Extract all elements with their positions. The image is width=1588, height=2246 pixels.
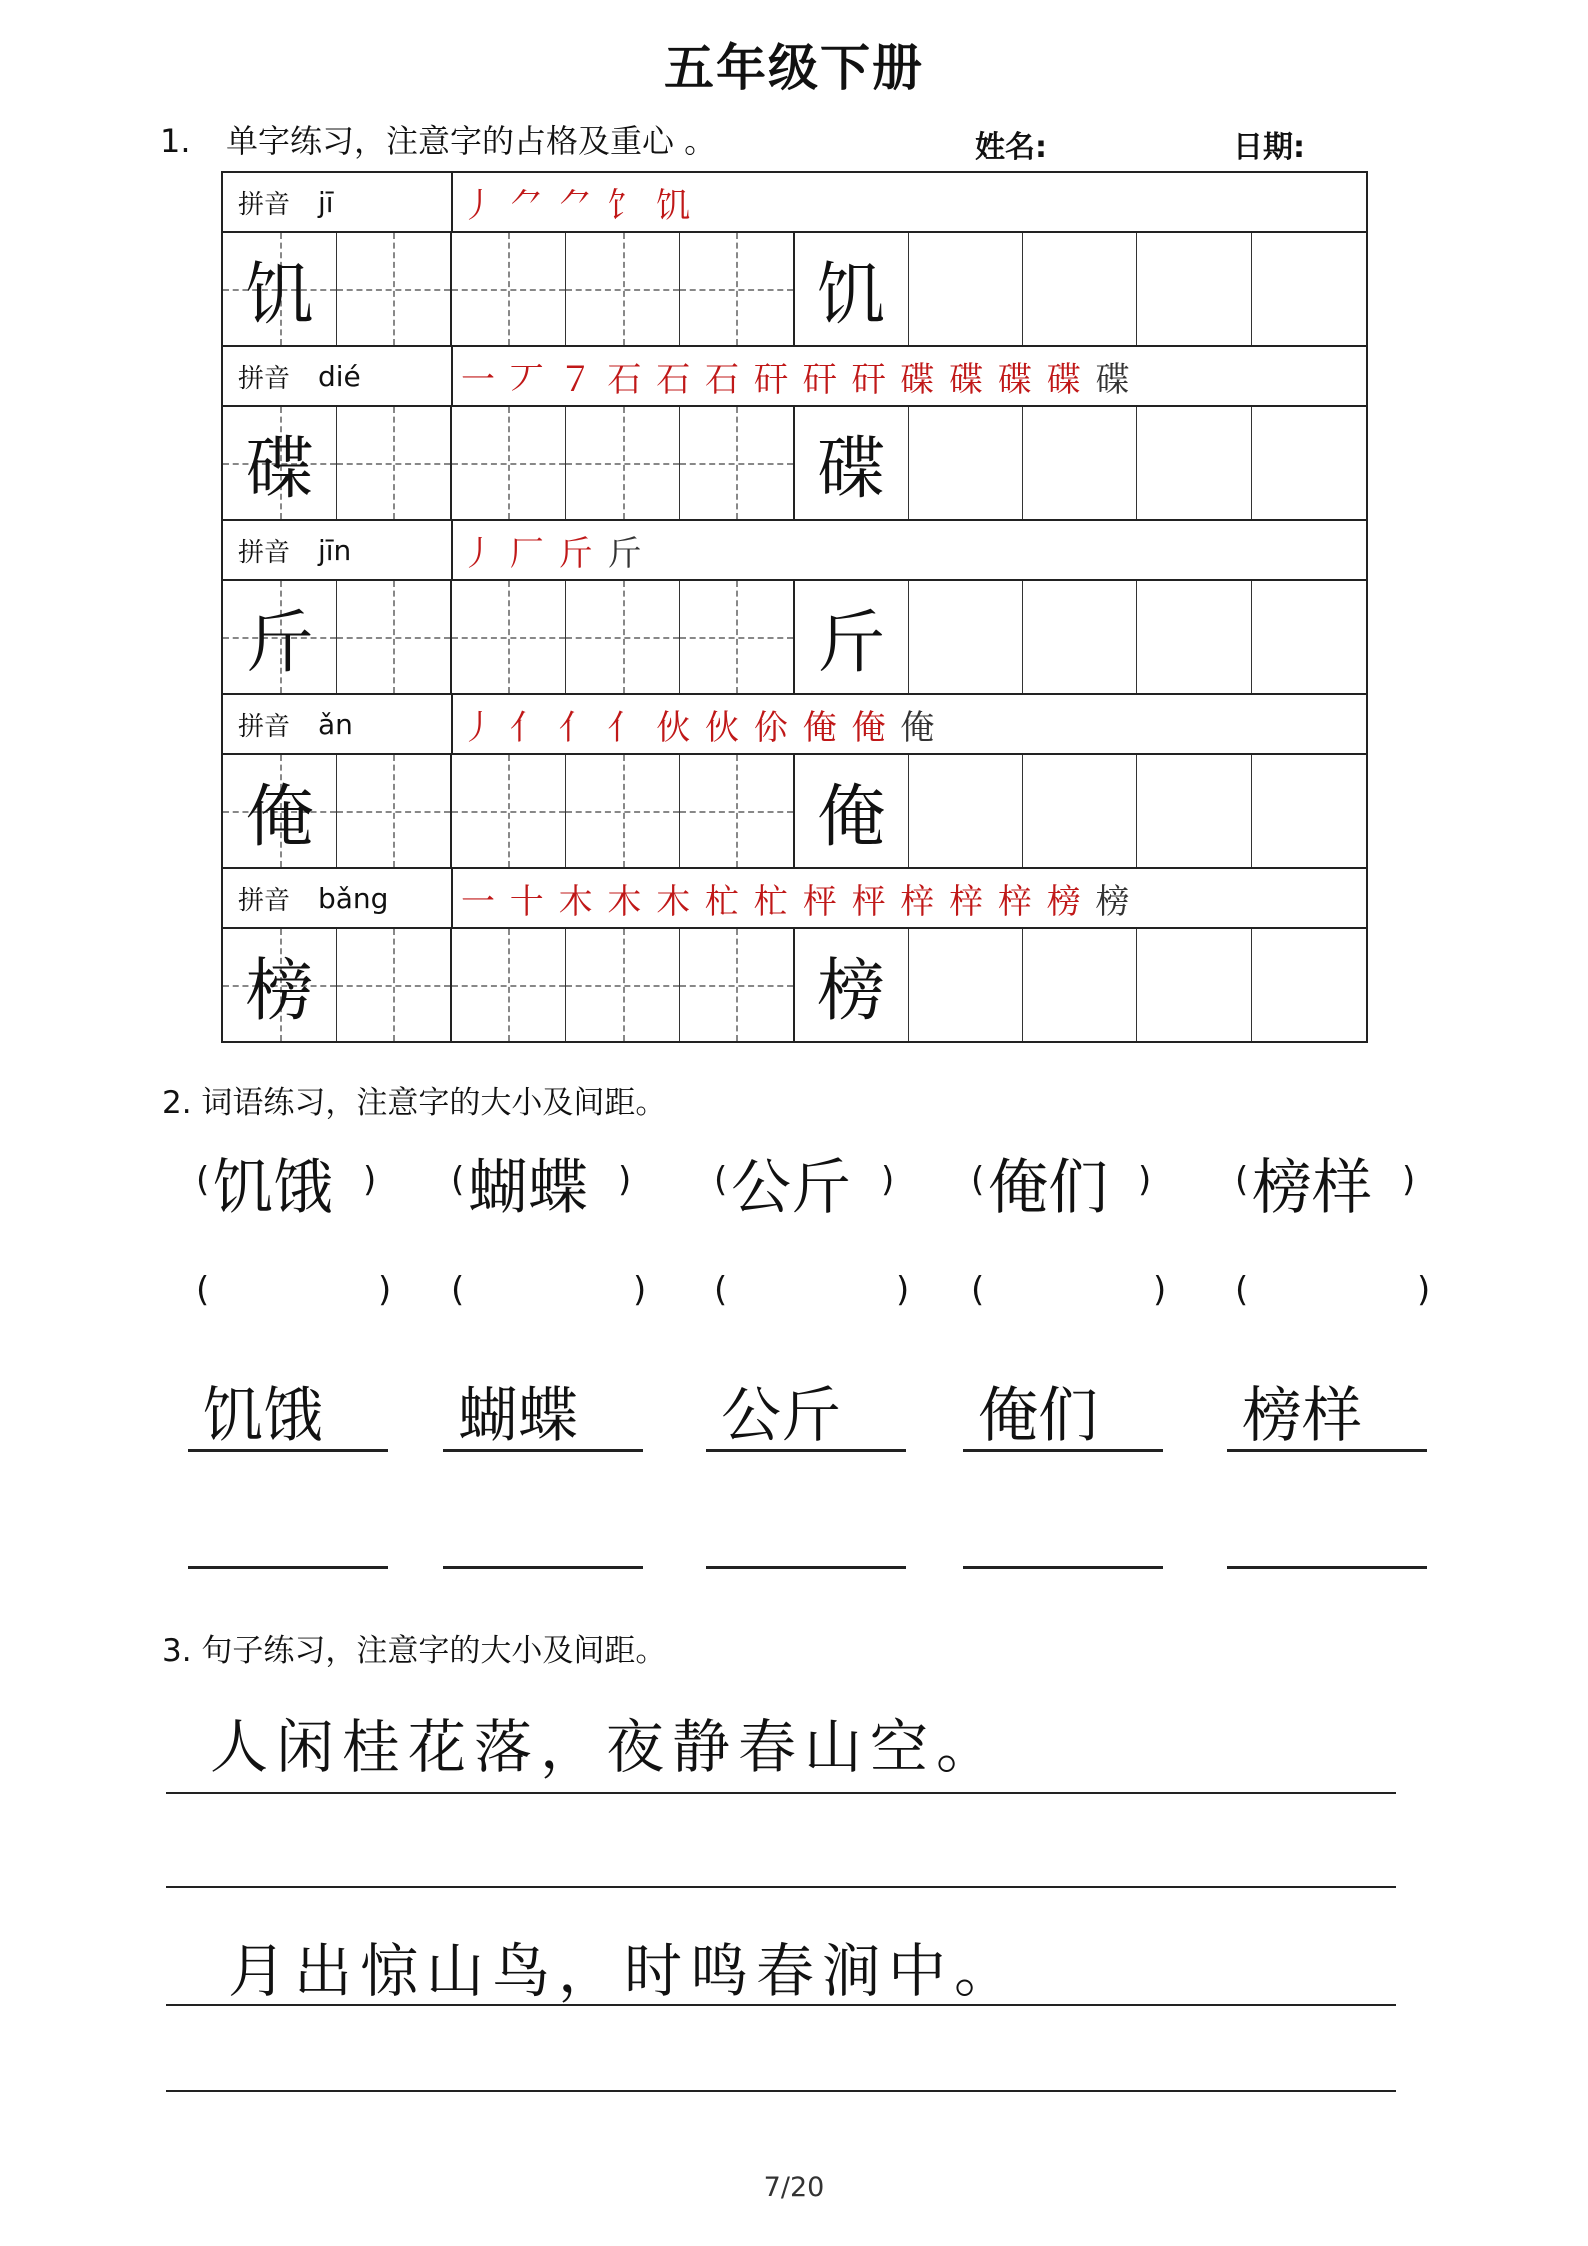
writing-cell[interactable]: [337, 407, 451, 519]
model-char-cell: [795, 581, 909, 693]
word-model: 蝴蝶: [468, 1153, 588, 1223]
word-model: 俺们: [988, 1153, 1108, 1223]
model-char-cell: [795, 929, 909, 1041]
pinyin-row: [223, 869, 1366, 929]
writing-line: [166, 2090, 1396, 2092]
writing-cell[interactable]: [1137, 581, 1251, 693]
writing-cell[interactable]: [1023, 755, 1137, 867]
sentence-1: 人闲桂花落，夜静春山空。: [210, 1713, 1003, 1781]
paren-open: (: [971, 1160, 985, 1200]
model-char-cell: [795, 407, 909, 519]
word-writing-line[interactable]: [963, 1566, 1163, 1569]
writing-cell[interactable]: [1252, 407, 1366, 519]
word-trace: 榜样: [1242, 1381, 1362, 1451]
paren-close: ): [896, 1270, 910, 1310]
writing-cell[interactable]: [909, 581, 1023, 693]
writing-line: [166, 1886, 1396, 1888]
paren-open: (: [196, 1270, 210, 1310]
paren-open: (: [714, 1160, 728, 1200]
model-char: 碟: [245, 429, 314, 509]
pinyin-cell: [223, 347, 453, 405]
word-trace: 饥饿: [203, 1381, 323, 1451]
stroke-final: 榜: [1095, 881, 1132, 922]
pinyin-row: [223, 173, 1366, 233]
writing-cell[interactable]: [909, 407, 1023, 519]
pinyin-label: 拼音: [238, 189, 291, 220]
writing-cell[interactable]: [566, 233, 680, 345]
pinyin-text: ǎn: [318, 707, 353, 741]
writing-cell[interactable]: [337, 581, 451, 693]
paren-close: ): [881, 1160, 895, 1200]
word-model: 公斤: [731, 1153, 851, 1223]
word-trace: 公斤: [721, 1381, 841, 1451]
paren-open: (: [196, 1160, 210, 1200]
model-char: 饥: [817, 255, 886, 335]
stroke-final: 碟: [1095, 359, 1132, 400]
word-trace: 俺们: [978, 1381, 1098, 1451]
writing-cell[interactable]: [566, 407, 680, 519]
model-char: 榜: [817, 951, 886, 1031]
sentence-2: 月出惊山鸟，时鸣春涧中。: [228, 1937, 1021, 2005]
practice-grid: [221, 171, 1368, 1043]
word-underline: [1227, 1449, 1427, 1452]
date-label: 日期:: [1233, 130, 1305, 165]
pinyin-row: [223, 521, 1366, 581]
pinyin-cell: [223, 521, 453, 579]
pinyin-row: [223, 347, 1366, 407]
word-writing-line[interactable]: [443, 1566, 643, 1569]
paren-close: ): [1138, 1160, 1152, 1200]
pinyin-label: 拼音: [238, 537, 291, 568]
word-underline: [443, 1449, 643, 1452]
stroke-sequence: 一 十 木 木 木 杧 杧 枰 枰 梓 梓 梓 榜: [461, 881, 1083, 922]
section3-heading: 3. 句子练习，注意字的大小及间距。: [162, 1633, 667, 1669]
paren-close: ): [363, 1160, 377, 1200]
stroke-order: [453, 869, 1366, 927]
writing-cell[interactable]: [1023, 581, 1137, 693]
model-char: 榜: [245, 951, 314, 1031]
writing-cell[interactable]: [1137, 755, 1251, 867]
model-char: 碟: [817, 429, 886, 509]
stroke-sequence: 丿 亻 亻 亻 伙 伙 伱 俺 俺: [461, 707, 888, 748]
model-char: 斤: [817, 603, 886, 683]
writing-cell[interactable]: [909, 755, 1023, 867]
writing-cell[interactable]: [909, 233, 1023, 345]
writing-cell[interactable]: [1252, 755, 1366, 867]
writing-cell[interactable]: [1023, 233, 1137, 345]
stroke-final: 俺: [900, 707, 937, 748]
stroke-sequence: 丿 厂 斤: [461, 533, 595, 574]
model-char-cell: [795, 233, 909, 345]
word-writing-line[interactable]: [706, 1566, 906, 1569]
page-title: 五年级下册: [664, 39, 924, 97]
writing-cell[interactable]: [680, 929, 794, 1041]
model-char: 俺: [245, 777, 314, 857]
paren-close: ): [1153, 1270, 1167, 1310]
section2-heading: 2. 词语练习，注意字的大小及间距。: [162, 1085, 667, 1121]
word-writing-line[interactable]: [188, 1566, 388, 1569]
pinyin-text: jīn: [318, 533, 352, 567]
writing-cell[interactable]: [566, 755, 680, 867]
stroke-sequence: 一 丆 ７ 石 石 石 矸 矸 矸 碟 碟 碟 碟: [461, 359, 1083, 400]
tianzige-row: [223, 407, 1366, 521]
paren-close: ): [1402, 1160, 1416, 1200]
word-underline: [963, 1449, 1163, 1452]
pinyin-row: [223, 695, 1366, 755]
writing-line: [166, 2004, 1396, 2006]
writing-cell[interactable]: [337, 929, 451, 1041]
writing-cell[interactable]: [1023, 407, 1137, 519]
section1-heading-text: 单字练习，注意字的占格及重心 。: [226, 122, 717, 160]
word-model: 榜样: [1252, 1153, 1372, 1223]
model-char-cell: [223, 407, 337, 519]
model-char-cell: [223, 581, 337, 693]
writing-cell[interactable]: [337, 233, 451, 345]
paren-close: ): [378, 1270, 392, 1310]
tianzige-row: [223, 755, 1366, 869]
pinyin-label: 拼音: [238, 363, 291, 394]
writing-cell[interactable]: [566, 929, 680, 1041]
tianzige-row: [223, 581, 1366, 695]
paren-close: ): [1417, 1270, 1431, 1310]
pinyin-cell: [223, 173, 453, 231]
tianzige-row: [223, 929, 1366, 1041]
writing-cell[interactable]: [680, 233, 794, 345]
paren-open: (: [451, 1270, 465, 1310]
writing-cell[interactable]: [452, 581, 566, 693]
writing-cell[interactable]: [1137, 407, 1251, 519]
writing-cell[interactable]: [1023, 929, 1137, 1041]
writing-cell[interactable]: [680, 581, 794, 693]
model-char: 斤: [245, 603, 314, 683]
writing-line: [166, 1792, 1396, 1794]
paren-open: (: [714, 1270, 728, 1310]
stroke-final: 斤: [607, 533, 644, 574]
name-label: 姓名:: [975, 130, 1047, 165]
model-char-cell: [223, 755, 337, 867]
writing-cell[interactable]: [452, 755, 566, 867]
writing-cell[interactable]: [337, 755, 451, 867]
section1-heading: [160, 116, 716, 162]
writing-cell[interactable]: [1252, 929, 1366, 1041]
model-char-cell: [795, 755, 909, 867]
word-model: 饥饿: [213, 1153, 333, 1223]
paren-close: ): [618, 1160, 632, 1200]
paren-open: (: [451, 1160, 465, 1200]
pinyin-label: 拼音: [238, 885, 291, 916]
word-underline: [188, 1449, 388, 1452]
pinyin-cell: [223, 869, 453, 927]
model-char-cell: [223, 929, 337, 1041]
model-char-cell: [223, 233, 337, 345]
writing-cell[interactable]: [1252, 233, 1366, 345]
writing-cell[interactable]: [452, 929, 566, 1041]
writing-cell[interactable]: [452, 233, 566, 345]
paren-open: (: [1235, 1270, 1249, 1310]
writing-cell[interactable]: [452, 407, 566, 519]
pinyin-text: dié: [318, 359, 361, 393]
pinyin-text: bǎng: [318, 881, 389, 915]
pinyin-label: 拼音: [238, 711, 291, 742]
section1-number: 1.: [160, 122, 191, 160]
paren-open: (: [1235, 1160, 1249, 1200]
pinyin-text: jī: [318, 185, 334, 219]
writing-cell[interactable]: [1137, 929, 1251, 1041]
paren-close: ): [633, 1270, 647, 1310]
word-underline: [706, 1449, 906, 1452]
pinyin-cell: [223, 695, 453, 753]
stroke-order: [453, 695, 1366, 753]
stroke-sequence: 丿 ⺈ ⺈ 饣 饥: [461, 185, 693, 226]
writing-cell[interactable]: [680, 407, 794, 519]
stroke-order: [453, 173, 1366, 231]
model-char: 饥: [245, 255, 314, 335]
writing-cell[interactable]: [566, 581, 680, 693]
stroke-order: [453, 521, 1366, 579]
word-trace: 蝴蝶: [458, 1381, 578, 1451]
writing-cell[interactable]: [909, 929, 1023, 1041]
tianzige-row: [223, 233, 1366, 347]
stroke-order: [453, 347, 1366, 405]
model-char: 俺: [817, 777, 886, 857]
writing-cell[interactable]: [680, 755, 794, 867]
page-number: 7/20: [763, 2172, 825, 2203]
writing-cell[interactable]: [1137, 233, 1251, 345]
word-writing-line[interactable]: [1227, 1566, 1427, 1569]
paren-open: (: [971, 1270, 985, 1310]
writing-cell[interactable]: [1252, 581, 1366, 693]
